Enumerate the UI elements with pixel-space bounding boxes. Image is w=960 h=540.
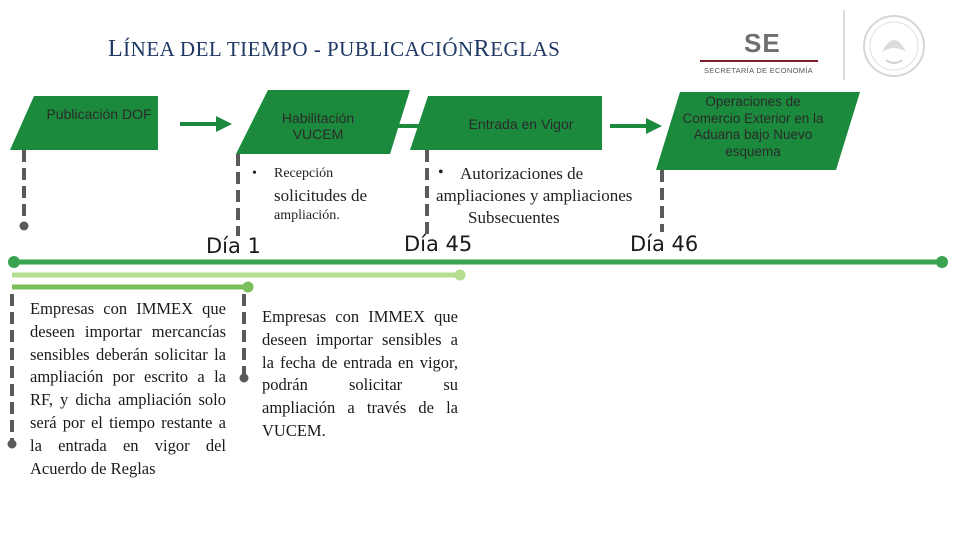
se-logo-text: SE — [744, 28, 781, 58]
page-title: LÍNEA DEL TIEMPO - PUBLICACIÓNREGLAS — [108, 36, 561, 62]
bullet-icon: • — [252, 166, 257, 181]
timeline-end-dot — [936, 256, 948, 268]
timeline-start-dot — [8, 256, 20, 268]
arrow-1 — [180, 116, 232, 132]
note-autorizaciones-line1: Autorizaciones de — [460, 164, 584, 183]
box-habilitacion-label: Habilitación VUCEM — [281, 110, 355, 142]
note-recepcion-line2: solicitudes de — [274, 186, 368, 205]
note-recepcion-line1: Recepción — [274, 166, 334, 181]
note-autorizaciones-line2: ampliaciones y ampliaciones — [436, 186, 633, 205]
bullet-icon: • — [438, 164, 444, 181]
box-publicacion-label: Publicación DOF — [46, 106, 152, 122]
box-publicacion — [10, 96, 158, 150]
se-logo-subtitle: SECRETARÍA DE ECONOMÍA — [704, 66, 813, 75]
timeline-tertiary-dot — [243, 282, 254, 293]
day-label-45: Día 45 — [404, 232, 473, 256]
box-entrada-label: Entrada en Vigor — [468, 116, 574, 132]
arrow-3 — [610, 118, 662, 134]
paragraph-right: Empresas con IMMEX que deseen importar sensibles a la fecha de entrada en vigor, podrán solicitar su ampliación a través de la VUCEM. — [262, 307, 458, 440]
paragraph-left: Empresas con IMMEX que deseen importar mercancías sensibles deberán solicitar la ampliación por escrito a la RF, y dicha ampliación solo será por el tiempo restante a la entrada en vigor del Acuerdo de Reglas — [30, 299, 226, 478]
box-operaciones-label: Operaciones de Comercio Exterior en la Aduana bajo Nuevo esquema — [682, 94, 824, 159]
connector-dot — [20, 222, 29, 231]
day-label-46: Día 46 — [630, 232, 699, 256]
day-label-1: Día 1 — [206, 234, 261, 258]
connector-dot — [8, 440, 17, 449]
note-recepcion-line3: ampliación. — [274, 208, 340, 223]
note-autorizaciones-line3: Subsecuentes — [468, 208, 560, 227]
connector-dot — [240, 374, 249, 383]
timeline-secondary-dot — [455, 270, 466, 281]
